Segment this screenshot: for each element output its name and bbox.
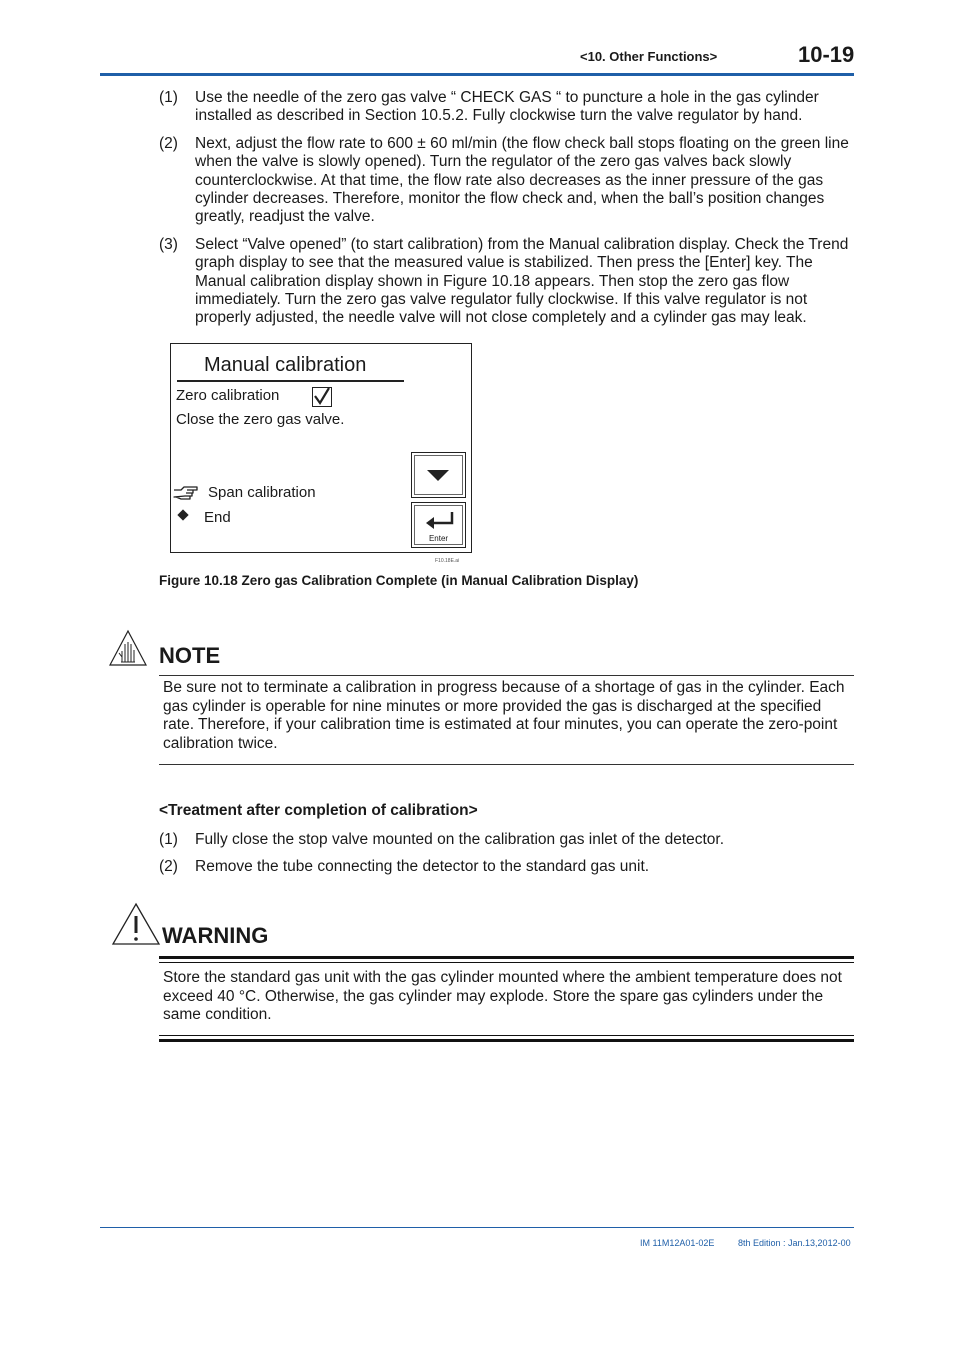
treatment-step-1 [159,831,855,849]
figure-caption: Figure 10.18 Zero gas Calibration Complete (in Manual Calibration Display) [159,573,639,588]
warning-rule-bottom-thin [159,1035,854,1036]
step-2-text: Next, adjust the flow rate to 600 ± 60 ml/min (the flow check ball stops floating on the green line when the valve is slowly opened). Turn the regulator of the zero gas valves back slowly counterclockwise. At that time, the flow rate also decreases as the inner pressure of the gas cylinder decreases. Therefore, monitor the flow check and, when the ball’s position changes greatly, readjust the valve. [195,135,849,226]
warning-triangle-icon [111,902,161,951]
menu-item-span-calibration[interactable]: Span calibration [208,484,316,501]
menu-item-end[interactable]: End [204,509,231,526]
manual-calibration-display [170,343,472,553]
footer-edition: 8th Edition : Jan.13,2012-00 [738,1238,851,1248]
down-arrow-icon [412,453,464,496]
note-title: NOTE [159,643,221,668]
step-2 [159,135,855,226]
step-2-number: (2) [159,135,178,152]
footer-rule [100,1227,854,1228]
display-title-rule [177,380,404,382]
note-body: Be sure not to terminate a calibration in progress because of a shortage of gas in the cylinder. Each gas cylinder is operable for nine minutes or more provided the gas is discharged at the specified rate. Therefore, if your calibration time is estimated at four minutes, you can operate the zero-point calibration twice. [163,679,845,752]
step-1 [159,89,855,126]
enter-button[interactable] [411,502,466,548]
step-3 [159,236,855,327]
display-title: Manual calibration [204,354,367,376]
figure-file-id: F10.18E.ai [435,558,460,564]
warning-rule-top-thin [159,962,854,963]
hand-caution-icon [108,629,148,672]
warning-rule-bottom-thick [159,1039,854,1042]
step-1-text: Use the needle of the zero gas valve “ CHECK GAS “ to puncture a hole in the gas cylinder installed as described in Section 10.5.2. Fully clockwise turn the valve regulator by hand. [195,89,819,125]
pointing-hand-icon [173,483,201,508]
warning-rule-top-thick [159,956,854,959]
step-1-number: (1) [159,89,178,106]
header-rule [100,73,854,76]
treatment-step-2-text: Remove the tube connecting the detector to the standard gas unit. [195,858,650,875]
zero-calibration-label: Zero calibration [176,387,280,404]
enter-key-label: Enter [428,534,449,543]
treatment-step-2-number: (2) [159,858,178,875]
step-3-number: (3) [159,236,178,253]
treatment-step-1-number: (1) [159,831,178,848]
note-rule-bottom [159,764,854,765]
note-rule-top [159,675,854,676]
display-message: Close the zero gas valve. [176,411,345,428]
treatment-step-1-text: Fully close the stop valve mounted on the calibration gas inlet of the detector. [195,831,725,848]
diamond-bullet-icon [177,509,188,520]
warning-title: WARNING [162,923,269,948]
warning-body: Store the standard gas unit with the gas cylinder mounted where the ambient temperature does not exceed 40 °C. Otherwise, the gas cylinder may explode. Store the spare gas cylinders under the same condition. [163,969,842,1023]
step-3-text: Select “Valve opened” (to start calibration) from the Manual calibration display. Check the Trend graph display to see that the measured value is stabilized. Then press the [Enter] key. The Manual calibration display shown in Figure 10.18 appears. Then stop the zero gas flow immediately. Turn the zero gas valve regulator fully clockwise. If this valve regulator is not properly adjusted, the needle valve will not close completely and a cylinder gas may leak. [195,236,849,327]
page-number: 10-19 [798,42,855,67]
footer-doc-number: IM 11M12A01-02E [640,1238,715,1248]
treatment-step-2 [159,858,855,876]
down-button[interactable] [411,452,466,498]
header-section-title: <10. Other Functions> [580,49,718,64]
treatment-heading: <Treatment after completion of calibration> [159,802,478,819]
checkbox-checked-icon[interactable] [312,387,332,407]
